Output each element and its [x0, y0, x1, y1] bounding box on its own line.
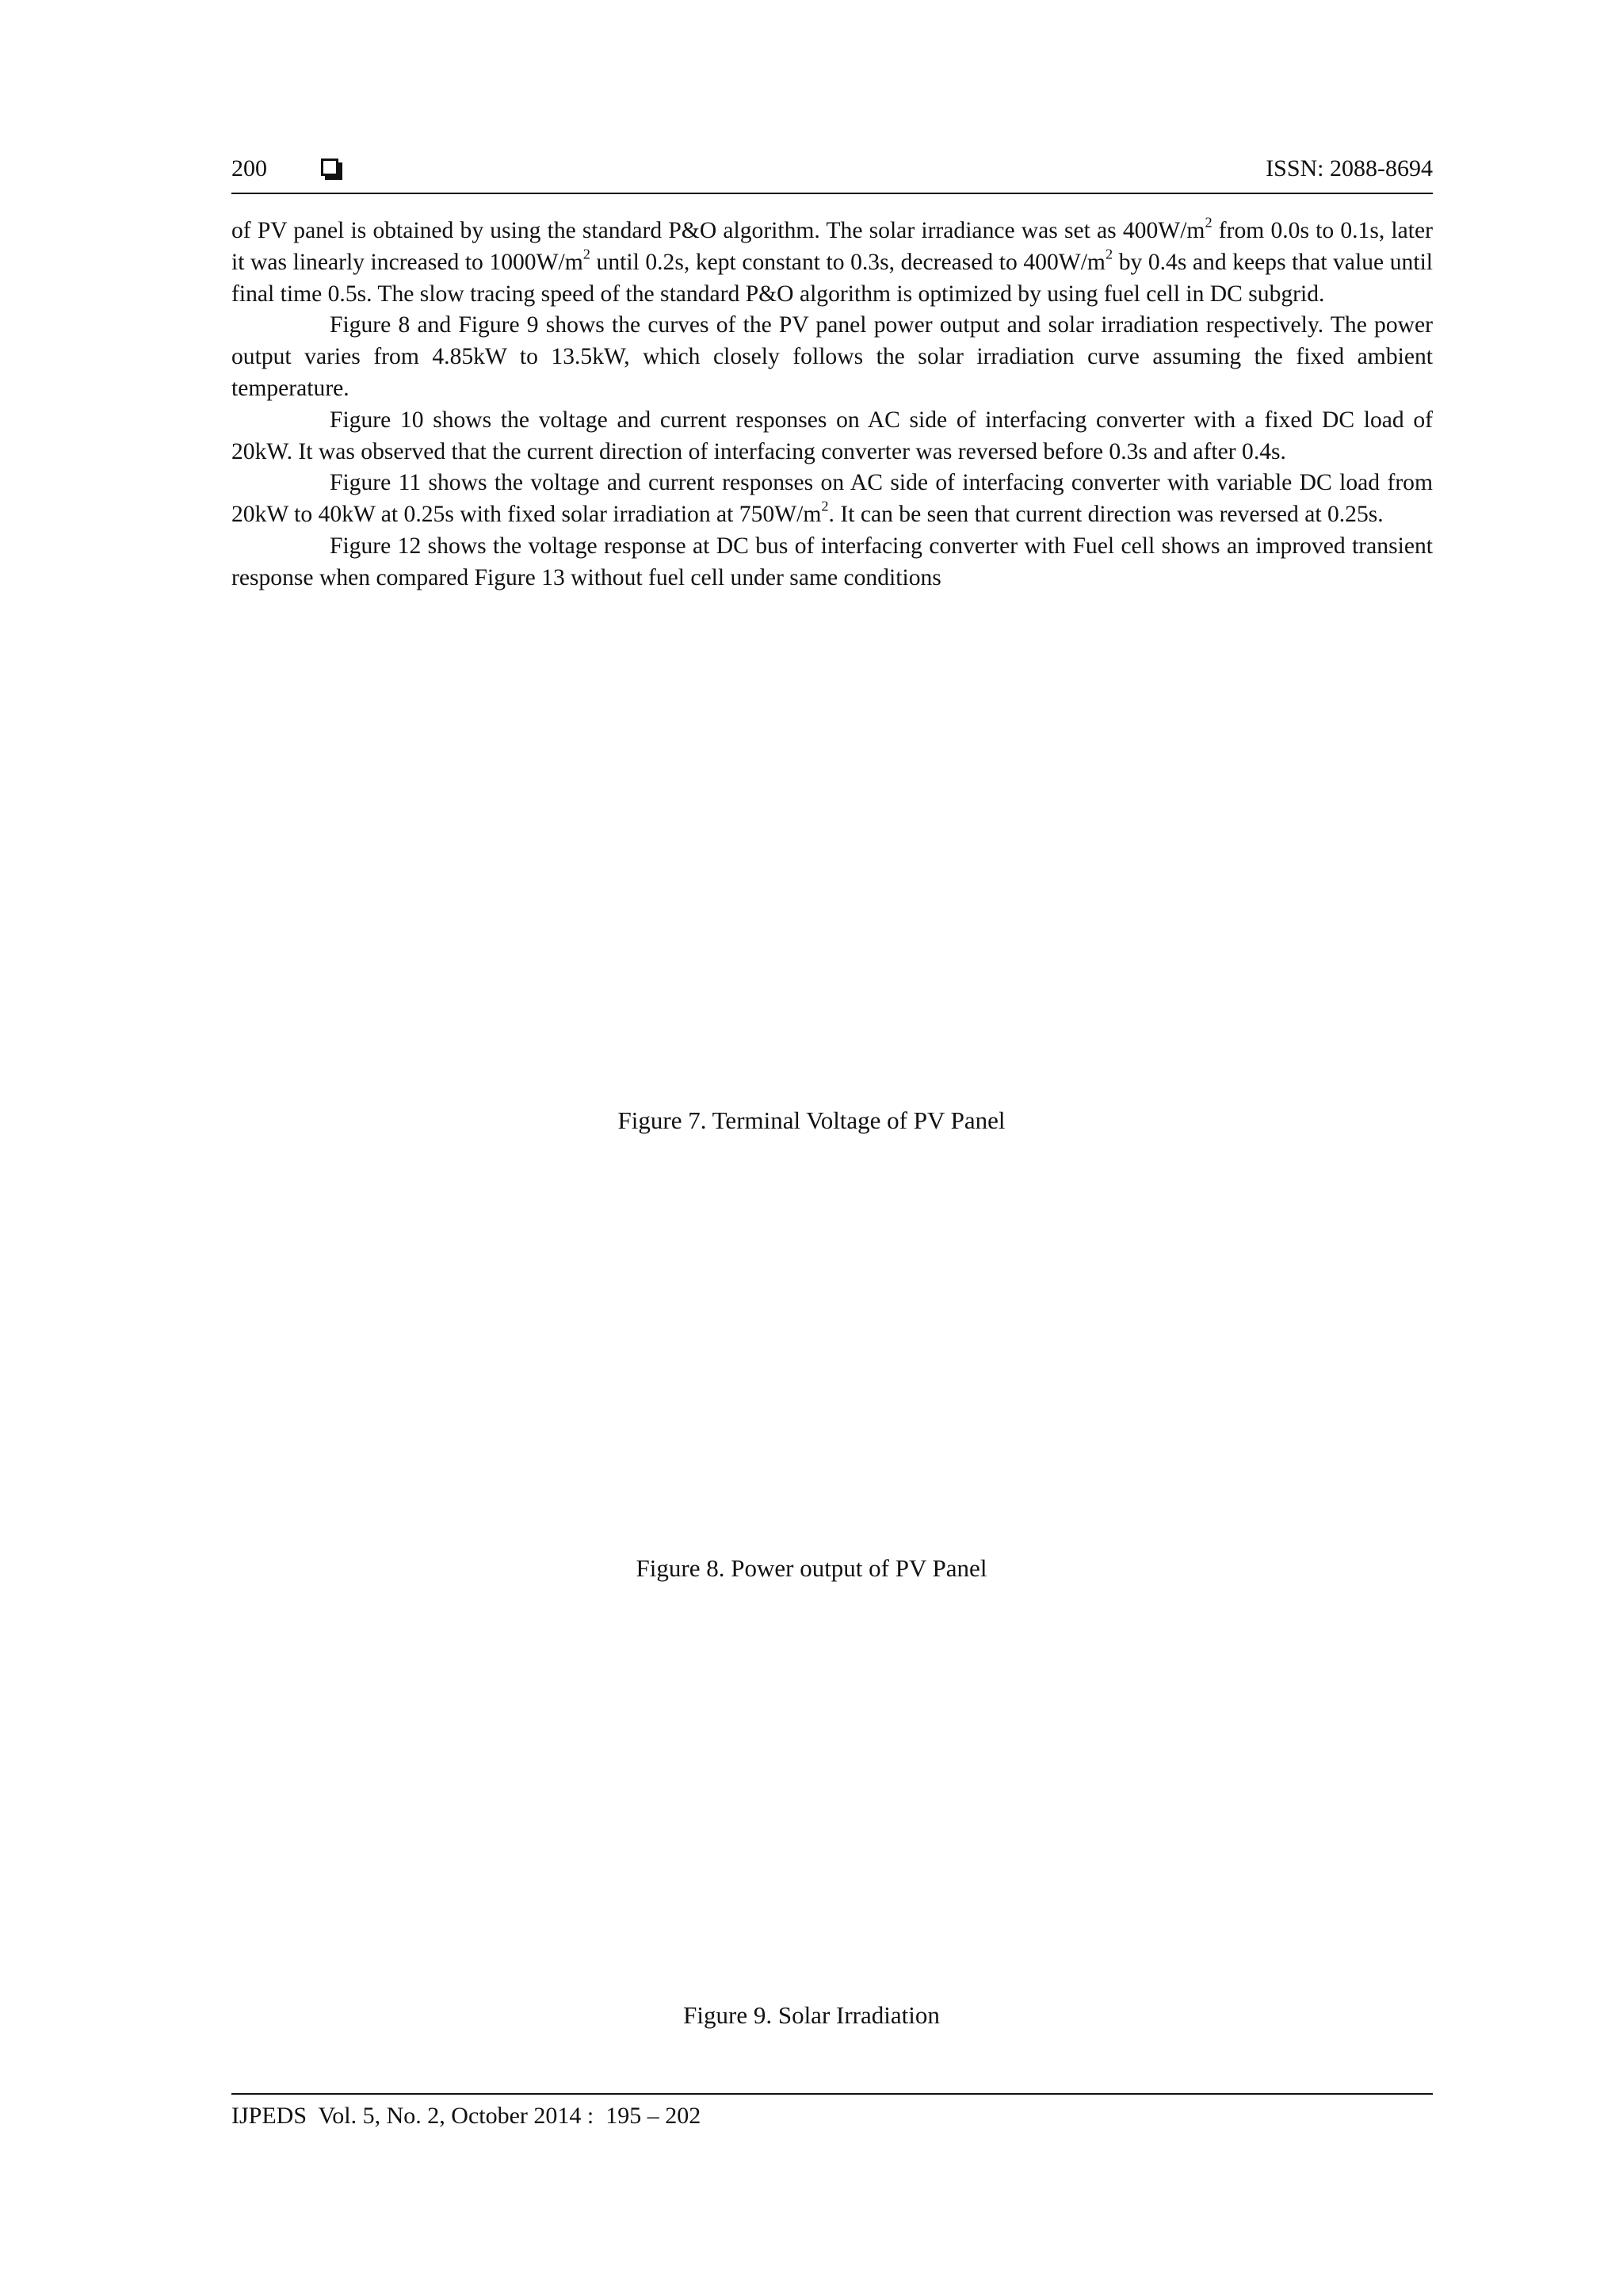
body-text [231, 216, 1433, 594]
grid-lines [568, 765, 1123, 1032]
paragraph [231, 310, 1433, 404]
y-tick-label: 1200 [512, 1663, 539, 1678]
paragraph [231, 468, 1433, 531]
x-tick-label: 0.2 [781, 1037, 799, 1052]
y-tick-label: 0 [532, 1917, 539, 1932]
x-tick-label: 0.3 [896, 1480, 913, 1496]
x-tick-label: 0.4 [1021, 1930, 1038, 1945]
figure-9-caption: Figure 9. Solar Irradiation [683, 2001, 940, 2029]
figure-8-caption: Figure 8. Power output of PV Panel [636, 1554, 987, 1582]
text-run: Figure 8 and Figure 9 shows the curves of the PV panel power output and solar irradiation respectively. The power output varies from 4.85kW to 13.5kW, which closely follows the solar irradiation curve assuming the fixed ambient temperature. [231, 312, 1433, 401]
superscript: 2 [1205, 214, 1212, 231]
x-tick-label: 0.1 [670, 1037, 688, 1052]
x-tick-label: 0.25 [834, 1037, 857, 1052]
y-tick-label: 800 [518, 1748, 539, 1763]
x-axis-label: Time in sec (s) [802, 1945, 892, 1962]
y-tick-label: 200 [518, 1874, 539, 1890]
text-run: of PV panel is obtained by using the standard P&O algorithm. The solar irradiance was set as 400W/m [231, 218, 1205, 243]
x-tick-label: 0.1 [655, 1930, 673, 1945]
text-run: . It can be seen that current direction was reversed at 0.25s. [828, 502, 1384, 528]
x-tick-label: 0.3 [892, 1037, 910, 1052]
y-tick-label: 4000 [527, 1395, 554, 1411]
x-tick-label: 0.2 [780, 1480, 797, 1496]
x-tick-label: 0.5 [1114, 1037, 1132, 1052]
y-tick-label: 0 [547, 1468, 554, 1483]
y-tick-label: 275 [544, 1025, 565, 1040]
x-tick-label: 0.5 [1127, 1480, 1144, 1496]
y-axis-label: PV Power Output in Watts (W) [491, 1237, 507, 1458]
y-tick-label: 305 [544, 758, 565, 773]
x-tick-label: 0.2 [777, 1930, 795, 1945]
y-tick-label: 400 [518, 1832, 539, 1847]
paragraph [231, 216, 1433, 310]
figure-7-caption: Figure 7. Terminal Voltage of PV Panel [617, 1106, 1006, 1134]
footer-rule [231, 2093, 1433, 2095]
x-tick-label: 0 [564, 1037, 572, 1052]
issn-label: ISSN: 2088-8694 [1266, 155, 1433, 181]
box-glyph-icon [321, 159, 338, 176]
x-tick-label: 0.45 [1056, 1037, 1079, 1052]
y-tick-label: 600 [518, 1790, 539, 1805]
x-tick-label: 0 [538, 1930, 546, 1945]
header-rule [231, 193, 1433, 194]
y-tick-label: 10000 [520, 1286, 554, 1301]
grid-lines [542, 1670, 1151, 1924]
y-axis-label: Voltage in volts (V) [511, 827, 528, 970]
series-line [542, 1713, 1145, 1840]
y-tick-label: 280 [544, 980, 565, 995]
x-tick-label: 0.1 [664, 1480, 682, 1496]
paragraph [231, 531, 1433, 594]
x-tick-label: 0.35 [945, 1037, 968, 1052]
paragraph [231, 405, 1433, 468]
text-run: Figure 12 shows the voltage response at DC bus of interfacing converter with Fuel cell shows an improved transient response when compared Figure 13 without fuel cell under same conditions [231, 533, 1433, 590]
x-tick-label: 0.3 [899, 1930, 917, 1945]
x-tick-label: 0.4 [1011, 1480, 1029, 1496]
x-tick-label: 0.4 [1003, 1037, 1021, 1052]
y-tick-label: 300 [544, 802, 565, 818]
text-run: from 0.0s to 0.1s, later it was linearly increased to 1000W/m [231, 218, 1433, 275]
superscript: 2 [582, 246, 590, 262]
y-tick-label: 14000 [520, 1213, 554, 1228]
y-axis-label: Solar Irradiation (W/m2) [485, 1707, 502, 1887]
x-tick-label: 0 [553, 1480, 561, 1496]
x-tick-label: 0.5 [1143, 1930, 1160, 1945]
page-number: 200 [231, 155, 267, 181]
x-tick-label: 0.05 [612, 1037, 636, 1052]
text-run: by 0.4s and keeps that value until final time 0.5s. The slow tracing speed of the standard P&O algorithm is optimized by using fuel cell in DC subgrid. [231, 249, 1434, 307]
y-tick-label: 1000 [512, 1705, 539, 1721]
y-tick-label: 285 [544, 935, 565, 951]
superscript: 2 [821, 498, 829, 514]
running-header [231, 155, 1433, 187]
y-tick-label: 6000 [527, 1358, 554, 1374]
x-tick-label: 0.15 [723, 1037, 747, 1052]
x-axis-label: Time in sec (s) [801, 1496, 892, 1512]
y-tick-label: 295 [544, 846, 565, 862]
grid-lines [557, 1221, 1136, 1475]
y-tick-label: 12000 [520, 1249, 554, 1265]
y-tick-label: 2000 [527, 1431, 554, 1447]
y-tick-label: 8000 [527, 1322, 554, 1338]
plot-frame [557, 1221, 1136, 1475]
footer-citation: IJPEDS Vol. 5, No. 2, October 2014 : 195 – 202 [231, 2103, 701, 2129]
text-run: Figure 11 shows the voltage and current responses on AC side of interfacing converter with variable DC load from 20kW to 40kW at 0.25s with fixed solar irradiation at 750W/m [231, 470, 1433, 528]
x-axis-label: Time in Sec (s) [800, 1052, 892, 1069]
text-run: until 0.2s, kept constant to 0.3s, decreased to 400W/m [590, 249, 1106, 275]
y-tick-label: 290 [544, 891, 565, 907]
text-run: Figure 10 shows the voltage and current responses on AC side of interfacing converter with a fixed DC load of 20kW. It was observed that the current direction of interfacing converter was reversed before 0.3s and after 0.4s. [231, 407, 1433, 464]
superscript: 2 [1105, 246, 1113, 262]
